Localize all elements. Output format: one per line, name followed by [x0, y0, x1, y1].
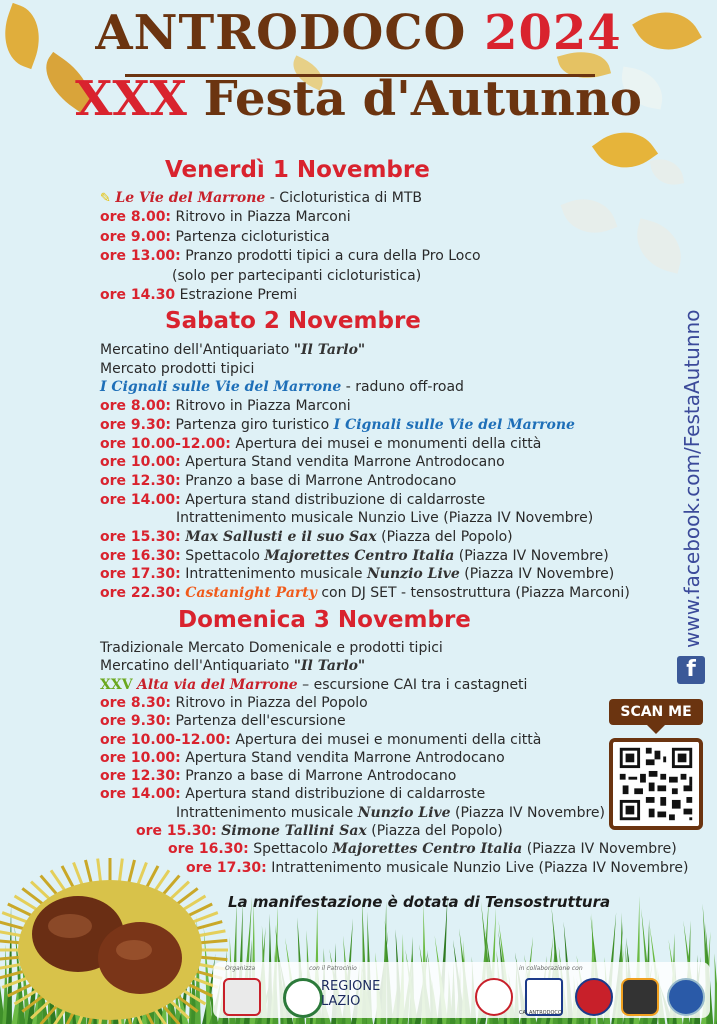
- row-time: ore 16.30:: [168, 841, 249, 858]
- row-highlight: Alta via del Marrone: [137, 676, 298, 693]
- regione-label: REGIONE: [321, 979, 381, 994]
- title-year: 2024: [484, 5, 622, 61]
- row-text-extra: (Piazza IV Novembre): [464, 566, 615, 583]
- cai-label: CAI ANTRODOCO: [519, 1010, 562, 1016]
- schedule-row: [100, 360, 254, 378]
- day-heading: Sabato 2 Novembre: [165, 308, 421, 334]
- autumn-leaf-icon: [650, 156, 684, 189]
- facebook-link[interactable]: [675, 309, 709, 690]
- schedule-row: [100, 639, 443, 657]
- partner-logo-icon: [621, 978, 659, 1016]
- row-time: ore 9.30:: [100, 416, 172, 433]
- association-logo-icon: [667, 978, 705, 1016]
- schedule-row: [100, 584, 630, 602]
- schedule-row: [100, 785, 485, 803]
- row-highlight: Simone Tallini Sax: [221, 823, 367, 839]
- bike-pencil-icon: ✎: [100, 191, 111, 206]
- autumn-leaf-icon: [561, 189, 618, 242]
- antrodoco-crest-icon: [223, 978, 261, 1016]
- row-time: ore 17.30:: [100, 566, 181, 583]
- autumn-leaf-icon: [629, 218, 689, 273]
- schedule-row: [100, 657, 365, 675]
- row-highlight: Nunzio Live: [366, 566, 460, 583]
- facebook-url: www.facebook.com/FestaAutunno: [680, 309, 704, 648]
- row-time: ore 10.00-12.00:: [100, 435, 231, 452]
- row-highlight: "Il Tarlo": [293, 342, 366, 358]
- chestnut-burr-icon: [0, 830, 240, 1024]
- pro-loco-logo-icon: [475, 978, 513, 1016]
- row-time: ore 9.30:: [100, 713, 172, 730]
- row-text: Pranzo a base di Marrone Antrodocano: [185, 472, 457, 489]
- schedule-row: [100, 712, 346, 730]
- row-text: Ritrovo in Piazza Marconi: [175, 209, 351, 226]
- row-highlight: "Il Tarlo": [293, 658, 366, 675]
- qr-code-icon: [613, 742, 699, 826]
- schedule-row: [100, 208, 351, 226]
- row-text: Apertura Stand vendita Marrone Antrodocano: [185, 749, 505, 766]
- row-time: ore 13.00:: [100, 248, 181, 265]
- row-highlight: Majorettes Centro Italia: [264, 547, 455, 564]
- row-text: Partenza giro turistico: [175, 416, 330, 433]
- schedule-row: [100, 286, 297, 304]
- row-text: Spettacolo: [253, 841, 328, 858]
- row-time: ore 22.30:: [100, 585, 181, 602]
- row-highlight: Le Vie del Marrone: [115, 190, 266, 206]
- club-logo-icon: [575, 978, 613, 1016]
- row-time: ore 14.00:: [100, 491, 181, 508]
- festival-subtitle: [0, 70, 717, 128]
- row-time: ore 8.00:: [100, 398, 172, 415]
- schedule-row: [100, 491, 485, 509]
- lazio-label: LAZIO: [321, 994, 361, 1009]
- row-text: Intrattenimento musicale Nunzio Live (Piazza IV Novembre): [271, 859, 689, 876]
- row-text: Apertura stand distribuzione di caldarroste: [185, 786, 486, 803]
- edition-number: XXX: [75, 71, 187, 127]
- organizer-label: Organizza: [225, 965, 256, 972]
- schedule-row: [100, 565, 614, 583]
- row-text: Ritrovo in Piazza Marconi: [175, 398, 351, 415]
- schedule-row: [100, 378, 464, 396]
- schedule-row: [100, 341, 365, 359]
- row-text: – escursione CAI tra i castagneti: [302, 676, 528, 693]
- row-text: Mercatino dell'Antiquariato: [100, 342, 290, 358]
- row-text: Mercatino dell'Antiquariato: [100, 658, 290, 675]
- schedule-row: [100, 228, 330, 246]
- row-text-extra: (Piazza IV Novembre): [526, 841, 677, 858]
- row-text: Apertura dei musei e monumenti della città: [235, 435, 542, 452]
- row-text: Partenza dell'escursione: [175, 713, 346, 730]
- row-highlight: I Cignali sulle Vie del Marrone: [100, 379, 342, 396]
- sponsors-bar: [213, 962, 710, 1018]
- schedule-row: [100, 731, 541, 749]
- schedule-row: [100, 547, 609, 565]
- schedule-row: [100, 676, 527, 694]
- row-highlight: Max Sallusti e il suo Sax: [185, 529, 377, 545]
- row-text: Intrattenimento musicale: [176, 804, 354, 821]
- row-text: - Cicloturistica di MTB: [269, 190, 422, 206]
- row-text: Pranzo a base di Marrone Antrodocano: [185, 768, 457, 785]
- title-place: ANTRODOCO: [95, 5, 467, 61]
- schedule-row: [186, 859, 688, 877]
- row-time: ore 8.30:: [100, 694, 172, 711]
- facebook-icon: f: [677, 656, 705, 684]
- row-time: ore 12.30:: [100, 472, 181, 489]
- festival-title: [0, 4, 717, 62]
- schedule-row: [100, 397, 351, 415]
- regione-lazio-logo: [321, 979, 380, 1009]
- collaboration-label: in collaborazione con: [519, 965, 583, 972]
- row-text: Apertura dei musei e monumenti della città: [235, 731, 542, 748]
- schedule-row: [100, 694, 368, 712]
- row-highlight: Castanight Party: [185, 585, 317, 602]
- row-time: ore 10.00:: [100, 749, 181, 766]
- row-text: (Piazza del Popolo): [371, 823, 503, 839]
- schedule-row: [100, 472, 456, 490]
- row-highlight: I Cignali sulle Vie del Marrone: [333, 416, 575, 433]
- schedule-row: [100, 189, 422, 208]
- row-time: ore 14.00:: [100, 786, 181, 803]
- row-time: ore 14.30: [100, 287, 176, 303]
- row-text: Mercato prodotti tipici: [100, 360, 255, 377]
- schedule-row: [100, 767, 456, 785]
- row-time: ore 17.30:: [186, 859, 267, 876]
- schedule-row: [100, 453, 505, 471]
- festival-name: Festa d'Autunno: [203, 71, 642, 127]
- scan-me-label: SCAN ME: [609, 699, 703, 725]
- row-text: Intrattenimento musicale Nunzio Live (Piazza IV Novembre): [176, 510, 594, 527]
- row-highlight: Majorettes Centro Italia: [332, 841, 523, 858]
- qr-code[interactable]: [609, 738, 703, 830]
- schedule-row: [168, 840, 677, 858]
- row-highlight: Nunzio Live: [357, 804, 451, 821]
- row-text: (solo per partecipanti cicloturistica): [172, 267, 422, 284]
- row-time: ore 16.30:: [100, 547, 181, 564]
- schedule-row: [100, 416, 575, 434]
- schedule-row: [176, 804, 605, 822]
- row-text-extra: (Piazza IV Novembre): [458, 547, 609, 564]
- row-text: Pranzo prodotti tipici a cura della Pro Loco: [185, 248, 481, 265]
- row-time: ore 10.00:: [100, 454, 181, 471]
- row-text: (Piazza del Popolo): [381, 529, 513, 545]
- row-time: ore 9.00:: [100, 228, 172, 245]
- schedule-row: [100, 435, 541, 453]
- row-text-extra: (Piazza IV Novembre): [455, 804, 605, 821]
- row-text: Apertura Stand vendita Marrone Antrodocano: [185, 454, 505, 471]
- schedule-row: [176, 509, 593, 527]
- row-time: ore 8.00:: [100, 209, 172, 226]
- row-time: ore 10.00-12.00:: [100, 731, 231, 748]
- row-time: ore 15.30:: [100, 529, 181, 545]
- patronage-label: con il Patrocinio: [309, 965, 357, 972]
- row-time: ore 12.30:: [100, 768, 181, 785]
- row-text: Partenza cicloturistica: [175, 228, 330, 245]
- schedule-row: [100, 749, 505, 767]
- day-heading: Domenica 3 Novembre: [178, 607, 471, 633]
- edition-roman: XXV: [100, 676, 133, 693]
- schedule-row: [100, 247, 481, 265]
- row-time: ore 15.30:: [136, 823, 217, 839]
- row-text: Apertura stand distribuzione di caldarroste: [185, 491, 486, 508]
- row-text: Tradizionale Mercato Domenicale e prodotti tipici: [100, 640, 443, 656]
- row-text: Intrattenimento musicale: [185, 566, 363, 583]
- row-text: - raduno off-road: [345, 379, 464, 396]
- row-text: Estrazione Premi: [179, 287, 298, 303]
- region-emblem-icon: [283, 978, 323, 1018]
- day-heading: Venerdì 1 Novembre: [165, 157, 430, 183]
- scan-pointer-icon: [647, 725, 665, 734]
- row-text: Ritrovo in Piazza del Popolo: [175, 694, 368, 711]
- tent-notice: La manifestazione è dotata di Tensostruttura: [228, 893, 611, 911]
- schedule-row: [172, 267, 421, 285]
- schedule-row: [100, 528, 513, 546]
- row-text: con DJ SET - tensostruttura (Piazza Marconi): [321, 585, 630, 602]
- row-text: Spettacolo: [185, 547, 260, 564]
